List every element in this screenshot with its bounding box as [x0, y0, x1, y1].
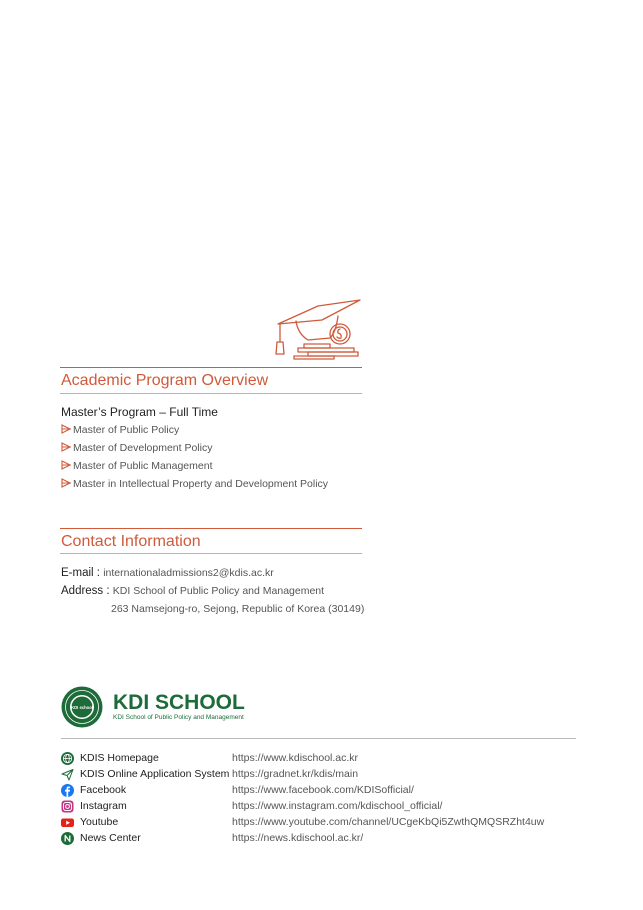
link-row-facebook[interactable]: [61, 783, 581, 797]
program-item: [61, 442, 212, 455]
link-url[interactable]: https://www.facebook.com/KDISofficial/: [232, 784, 414, 796]
contact-section-title: Contact Information: [61, 533, 201, 550]
link-row-homepage[interactable]: [61, 751, 581, 765]
link-name: KDIS Online Application System: [80, 768, 230, 780]
email-value[interactable]: internationaladmissions2@kdis.ac.kr: [103, 567, 274, 579]
link-url[interactable]: https://gradnet.kr/kdis/main: [232, 768, 359, 780]
section-bottom-rule: [60, 553, 362, 554]
news-icon: [61, 832, 74, 845]
link-row-application[interactable]: [61, 767, 581, 781]
address-row: [61, 584, 324, 598]
facebook-icon: [61, 784, 74, 797]
triangle-arrow-icon: [61, 460, 72, 470]
kdi-school-wordmark: KDI SCHOOL: [113, 691, 245, 714]
link-url[interactable]: https://www.kdischool.ac.kr: [232, 752, 359, 764]
program-item: [61, 424, 179, 437]
section-top-rule: [60, 528, 362, 529]
program-item-label: Master of Public Policy: [73, 424, 180, 436]
section-bottom-rule: [60, 393, 362, 394]
triangle-arrow-icon: [61, 424, 72, 434]
link-name: KDIS Homepage: [80, 752, 159, 764]
program-item: [61, 460, 212, 473]
academic-section-title: Academic Program Overview: [61, 372, 269, 389]
email-row: [61, 566, 274, 580]
program-item-label: Master in Intellectual Property and Development Policy: [73, 478, 329, 490]
triangle-arrow-icon: [61, 478, 72, 488]
link-row-youtube[interactable]: [61, 815, 581, 829]
address-label: Address :: [61, 585, 110, 597]
link-url[interactable]: https://news.kdischool.ac.kr/: [232, 832, 364, 844]
globe-icon: [61, 752, 74, 765]
link-name: Instagram: [80, 800, 127, 812]
paper-plane-icon: [61, 768, 74, 781]
program-item-label: Master of Public Management: [73, 460, 213, 472]
address-line-1: KDI School of Public Policy and Management: [112, 585, 325, 597]
address-line-2: 263 Namsejong-ro, Sejong, Republic of Korea (30149): [111, 603, 365, 615]
program-item: [61, 478, 328, 491]
kdi-school-seal-logo: [61, 686, 103, 728]
kdi-school-subtitle: KDI School of Public Policy and Management: [113, 714, 244, 721]
program-item-label: Master of Development Policy: [73, 442, 213, 454]
footer-divider: [61, 738, 576, 739]
link-row-instagram[interactable]: [61, 799, 581, 813]
triangle-arrow-icon: [61, 442, 72, 452]
link-name: Facebook: [80, 784, 127, 796]
link-url[interactable]: https://www.youtube.com/channel/UCgeKbQi5ZwthQMQSRZht4uw: [232, 816, 545, 828]
link-row-news[interactable]: [61, 831, 581, 845]
link-name: News Center: [80, 832, 141, 844]
program-heading: Master’s Program – Full Time: [61, 405, 218, 419]
instagram-icon: [61, 800, 74, 813]
graduation-cap-icon: [274, 294, 362, 360]
email-label: E-mail :: [61, 567, 100, 579]
link-name: Youtube: [80, 816, 119, 828]
link-url[interactable]: https://www.instagram.com/kdischool_official/: [232, 800, 443, 812]
youtube-icon: [61, 816, 74, 829]
section-top-rule: [60, 367, 362, 368]
seal-text: KDI school: [71, 705, 93, 710]
